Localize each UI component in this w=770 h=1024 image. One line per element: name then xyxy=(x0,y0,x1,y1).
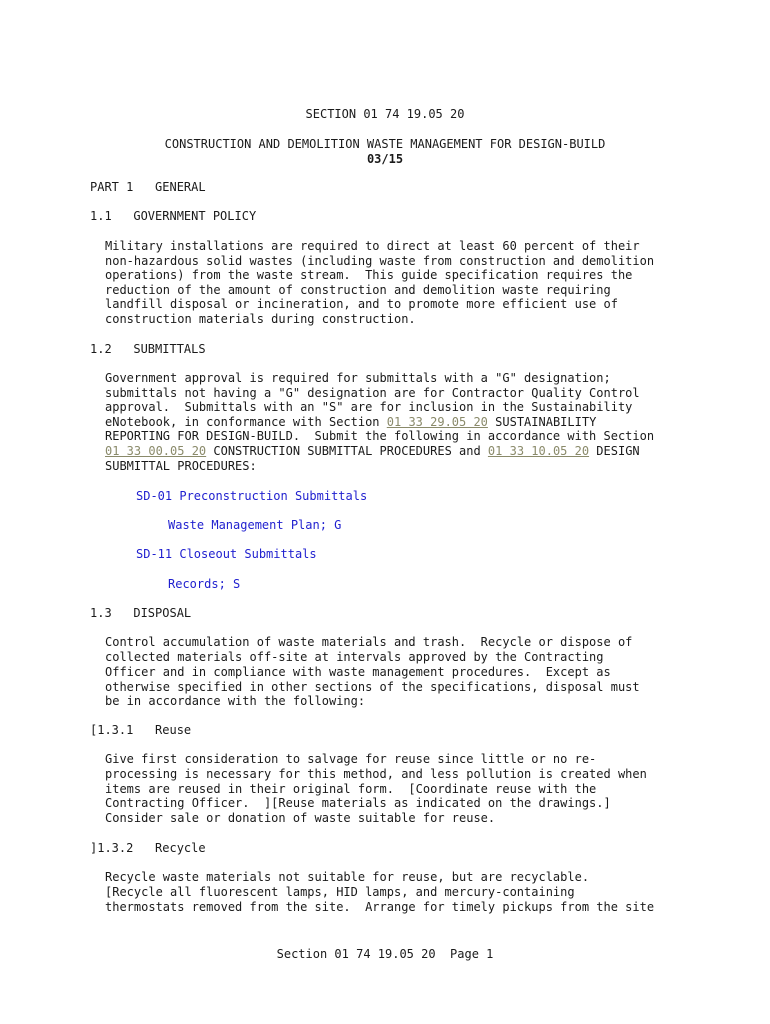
section-link-01-33-29[interactable]: 01 33 29.05 20 xyxy=(386,415,488,429)
paragraph-line: operations) from the waste stream. This guide specification requires the xyxy=(105,268,633,282)
section-heading-1-1: 1.1 GOVERNMENT POLICY xyxy=(90,209,257,223)
paragraph-line: items are reused in their original form. [Coordinate reuse with the xyxy=(105,782,597,796)
paragraph-line: Recycle waste materials not suitable for reuse, but are recyclable. xyxy=(105,870,590,884)
paragraph-line: Contracting Officer. ][Reuse materials as indicated on the drawings.] xyxy=(105,796,611,810)
paragraph-line: approval. Submittals with an "S" are for inclusion in the Sustainability xyxy=(105,400,633,414)
paragraph-line xyxy=(105,444,640,459)
paragraph-line: Control accumulation of waste materials and trash. Recycle or dispose of xyxy=(105,635,633,649)
submittal-item: Waste Management Plan; G xyxy=(168,518,342,532)
paragraph-line: [Recycle all fluorescent lamps, HID lamps, and mercury-containing xyxy=(105,885,575,899)
section-link-01-33-10[interactable]: 01 33 10.05 20 xyxy=(487,444,590,458)
paragraph-text: CONSTRUCTION SUBMITTAL PROCEDURES and xyxy=(206,444,488,458)
section-number: SECTION 01 74 19.05 20 xyxy=(305,107,465,121)
paragraph-line: Government approval is required for submittals with a "G" designation; xyxy=(105,371,611,385)
part-heading: PART 1 GENERAL xyxy=(90,180,206,194)
paragraph-line: processing is necessary for this method, and less pollution is created when xyxy=(105,767,647,781)
section-heading-1-3: 1.3 DISPOSAL xyxy=(90,606,192,620)
paragraph-line: submittals not having a "G" designation are for Contractor Quality Control xyxy=(105,386,640,400)
paragraph-text: SUSTAINABILITY xyxy=(487,415,597,429)
paragraph-line: Officer and in compliance with waste management procedures. Except as xyxy=(105,665,611,679)
paragraph-line: landfill disposal or incineration, and to promote more efficient use of xyxy=(105,297,618,311)
paragraph-line: otherwise specified in other sections of the specifications, disposal must xyxy=(105,680,640,694)
paragraph-text: eNotebook, in conformance with Section xyxy=(105,415,387,429)
paragraph-line: construction materials during construction. xyxy=(105,312,416,326)
paragraph-line: collected materials off-site at intervals approved by the Contracting xyxy=(105,650,604,664)
submittal-group-sd11: SD-11 Closeout Submittals xyxy=(136,547,317,561)
section-heading-1-3-2: ]1.3.2 Recycle xyxy=(90,841,206,855)
document-date: 03/15 xyxy=(366,152,404,166)
paragraph-line: Consider sale or donation of waste suitable for reuse. xyxy=(105,811,496,825)
paragraph-text: DESIGN xyxy=(589,444,640,458)
section-heading-1-2: 1.2 SUBMITTALS xyxy=(90,342,206,356)
paragraph-line: thermostats removed from the site. Arrange for timely pickups from the site xyxy=(105,900,655,914)
section-link-01-33-00[interactable]: 01 33 00.05 20 xyxy=(105,444,207,458)
document-title: CONSTRUCTION AND DEMOLITION WASTE MANAGEMENT FOR DESIGN-BUILD xyxy=(164,137,606,151)
submittal-group-sd01: SD-01 Preconstruction Submittals xyxy=(136,489,368,503)
paragraph-line: non-hazardous solid wastes (including waste from construction and demolition xyxy=(105,254,655,268)
paragraph-line: Give first consideration to salvage for reuse since little or no re- xyxy=(105,752,597,766)
paragraph-line: REPORTING FOR DESIGN-BUILD. Submit the following in accordance with Section xyxy=(105,429,655,443)
submittal-item: Records; S xyxy=(168,577,241,591)
paragraph-line: reduction of the amount of construction and demolition waste requiring xyxy=(105,283,611,297)
paragraph-line: SUBMITTAL PROCEDURES: xyxy=(105,459,257,473)
section-heading-1-3-1: [1.3.1 Reuse xyxy=(90,723,192,737)
paragraph-line: be in accordance with the following: xyxy=(105,694,366,708)
page-footer: Section 01 74 19.05 20 Page 1 xyxy=(276,947,494,961)
paragraph-line: Military installations are required to direct at least 60 percent of their xyxy=(105,239,640,253)
paragraph-line xyxy=(105,415,596,430)
